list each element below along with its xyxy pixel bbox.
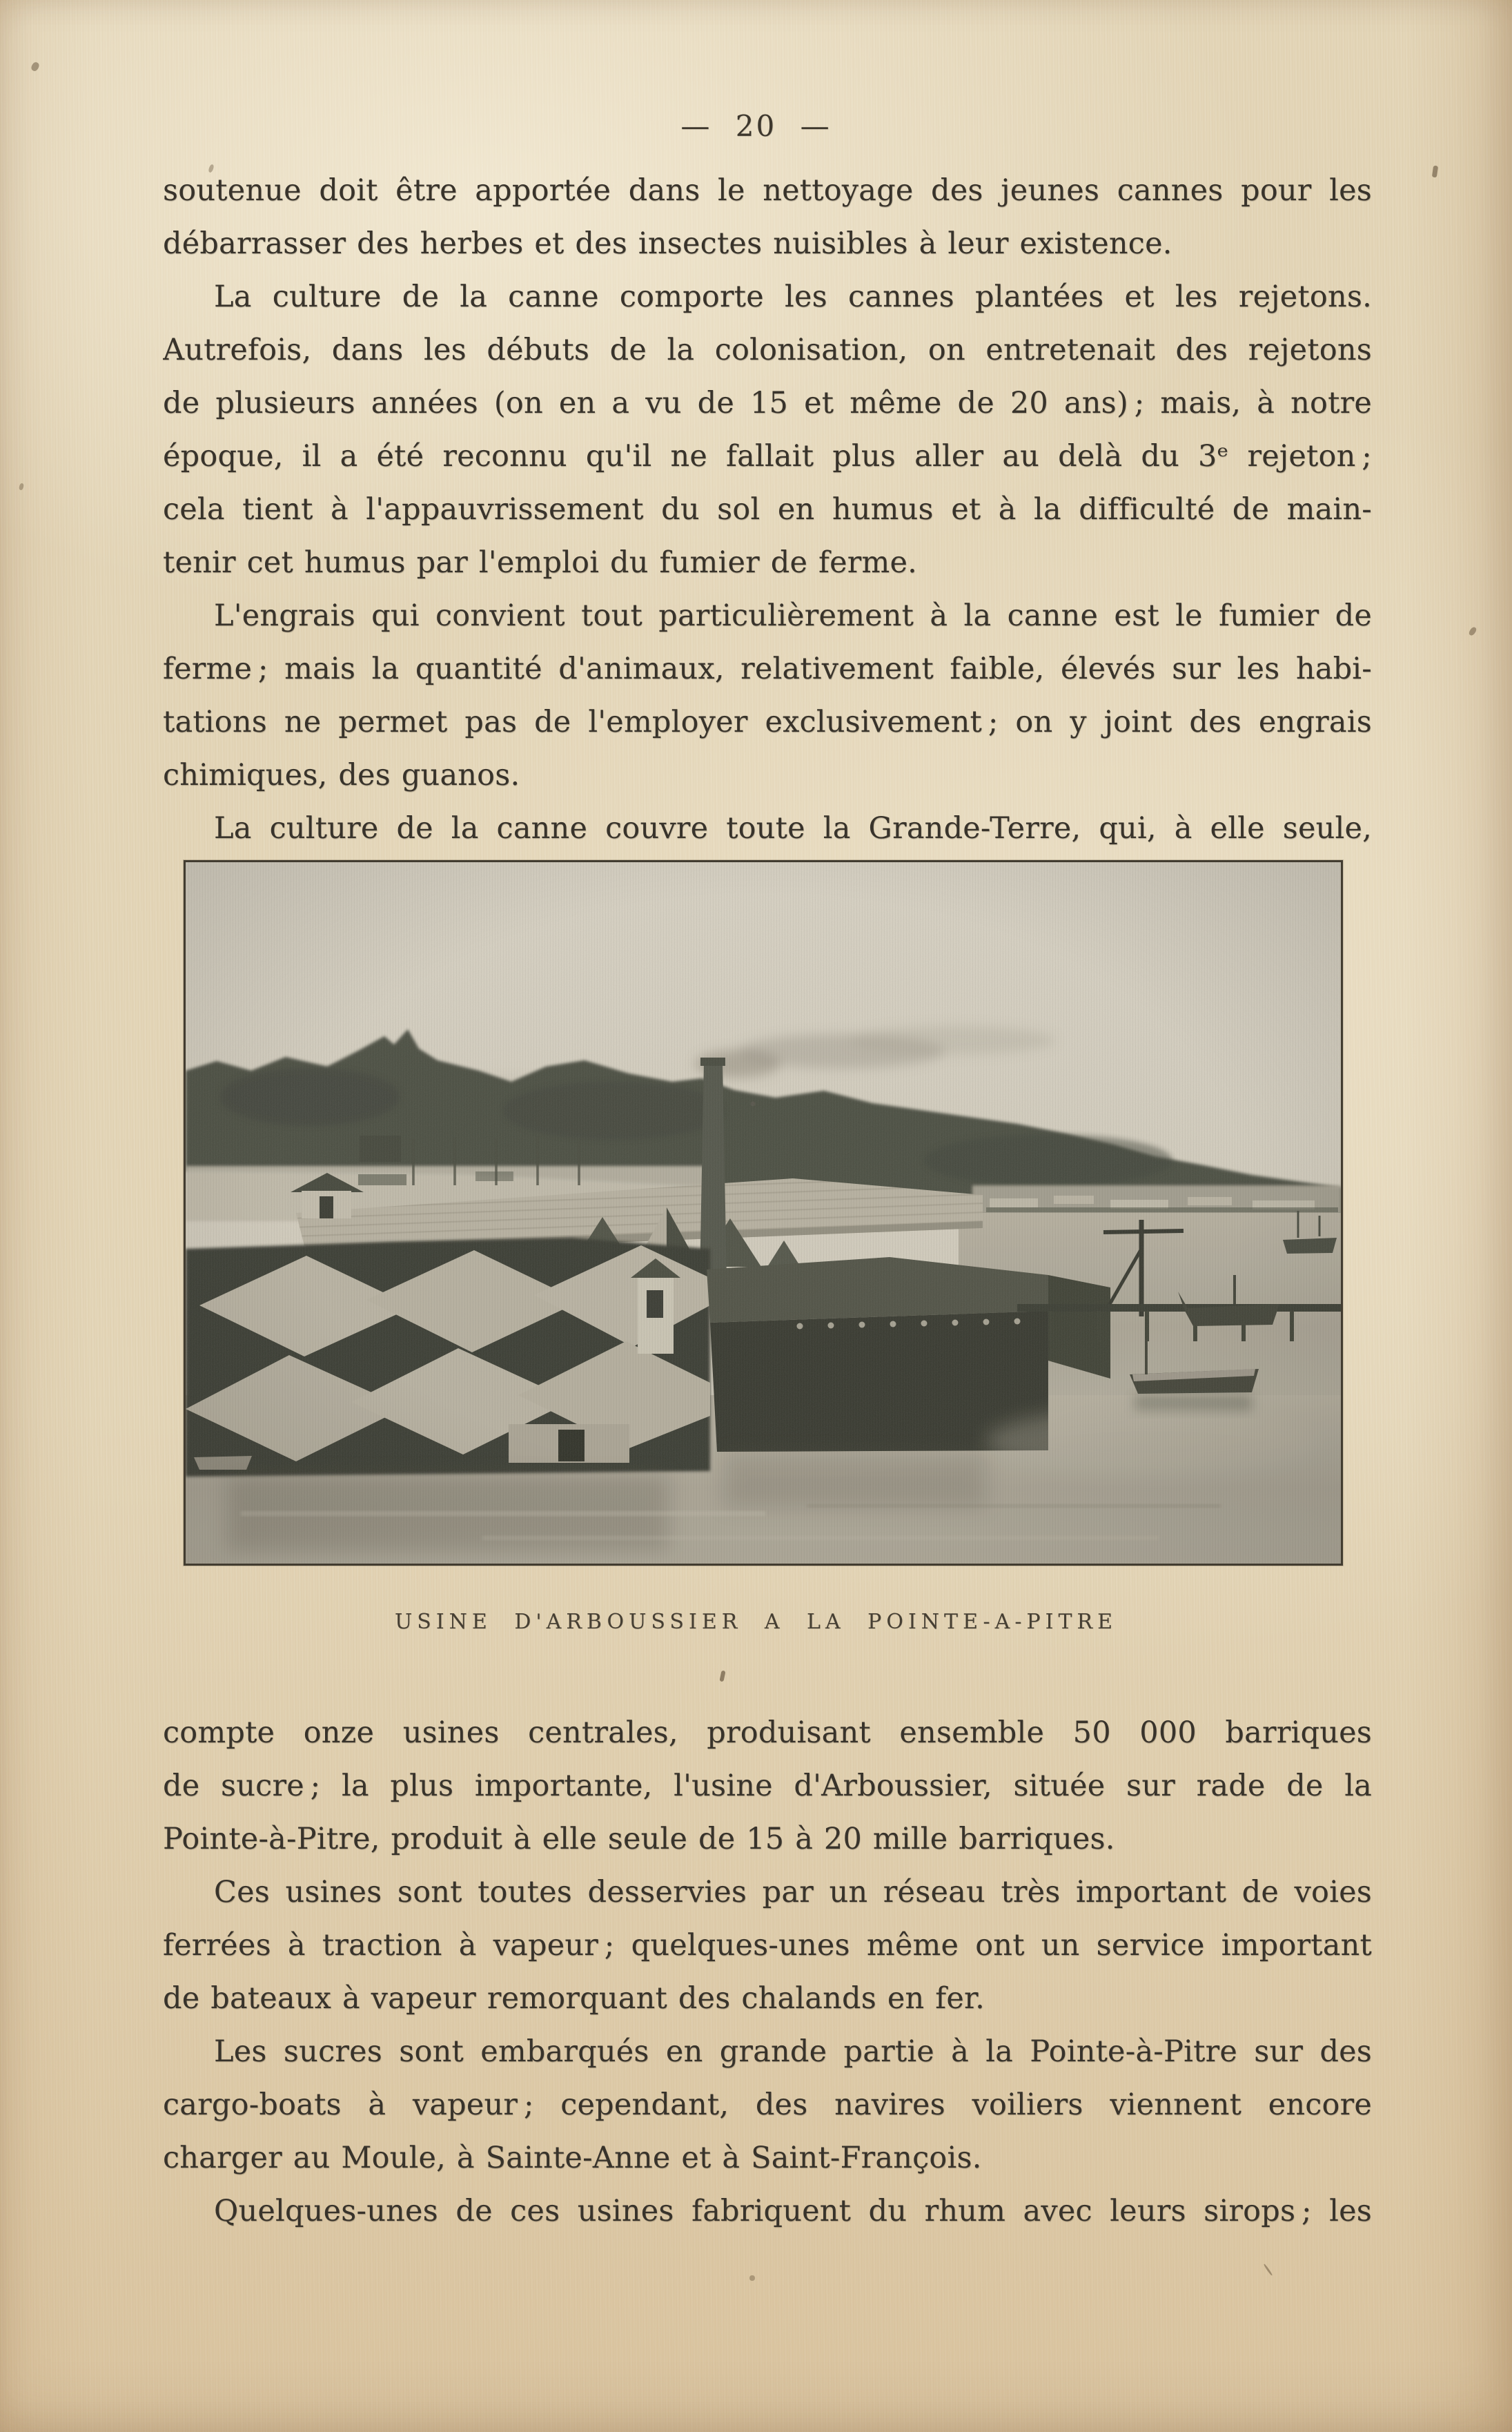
text-line: charger au Moule, à Sainte-Anne et à Saint-François. — [163, 2141, 982, 2175]
text-line: tations ne permet pas de l'employer exclusivement ; on y joint des engrais — [163, 705, 1372, 739]
scan-speck — [19, 483, 24, 490]
text-line: soutenue doit être apportée dans le nettoyage des jeunes cannes pour les — [163, 173, 1372, 208]
text-line: ferme ; mais la quantité d'animaux, relativement faible, élevés sur les habi- — [163, 652, 1372, 686]
text-line: compte onze usines centrales, produisant ensemble 50 000 barriques — [163, 1715, 1372, 1750]
figure-caption: USINE D'ARBOUSSIER A LA POINTE-A-PITRE — [395, 1610, 1117, 1634]
scan-speck — [1264, 2264, 1273, 2276]
text-line: Les sucres sont embarqués en grande partie à la Pointe-à-Pitre sur des — [214, 2034, 1372, 2069]
text-line: époque, il a été reconnu qu'il ne fallait plus aller au delà du 3ᵉ rejeton ; — [163, 439, 1372, 474]
text-line: débarrasser des herbes et des insectes nuisibles à leur existence. — [163, 226, 1172, 261]
text-line: de sucre ; la plus importante, l'usine d'Arboussier, située sur rade de la — [163, 1769, 1372, 1803]
text-line: Autrefois, dans les débuts de la colonisation, on entretenait des rejetons — [163, 333, 1372, 367]
text-block-bottom — [163, 1706, 1372, 2238]
scan-speck — [719, 1671, 725, 1682]
scan-speck — [1468, 626, 1477, 636]
text-line: Quelques-unes de ces usines fabriquent du rhum avec leurs sirops ; les — [214, 2194, 1372, 2228]
text-line: ferrées à traction à vapeur ; quelques-unes même ont un service important — [163, 1928, 1372, 1963]
text-line: L'engrais qui convient tout particulièrement à la canne est le fumier de — [214, 599, 1372, 633]
text-line: Pointe-à-Pitre, produit à elle seule de 15 à 20 mille barriques. — [163, 1822, 1115, 1856]
scan-speck — [1432, 166, 1438, 178]
text-line: tenir cet humus par l'emploi du fumier de ferme. — [163, 545, 917, 580]
text-line: cargo-boats à vapeur ; cependant, des navires voiliers viennent encore — [163, 2088, 1372, 2122]
factory-photograph — [184, 860, 1343, 1566]
text-line: de plusieurs années (on en a vu de 15 et même de 20 ans) ; mais, à notre — [163, 386, 1372, 420]
text-line: cela tient à l'appauvrissement du sol en humus et à la difficulté de main- — [163, 492, 1372, 527]
text-line: Ces usines sont toutes desservies par un réseau très important de voies — [214, 1875, 1372, 1909]
factory-photo-art — [186, 862, 1341, 1564]
text-line: La culture de la canne couvre toute la Grande-Terre, qui, à elle seule, — [214, 811, 1372, 846]
scan-speck — [749, 2275, 755, 2281]
text-line: La culture de la canne comporte les cannes plantées et les rejetons. — [214, 280, 1372, 314]
text-line: chimiques, des guanos. — [163, 758, 520, 792]
scan-speck — [30, 61, 41, 72]
text-block-top — [163, 164, 1372, 855]
grain-overlay — [186, 862, 1341, 1564]
page-number: — 20 — — [680, 109, 832, 143]
text-line: de bateaux à vapeur remorquant des chalands en fer. — [163, 1981, 985, 2016]
